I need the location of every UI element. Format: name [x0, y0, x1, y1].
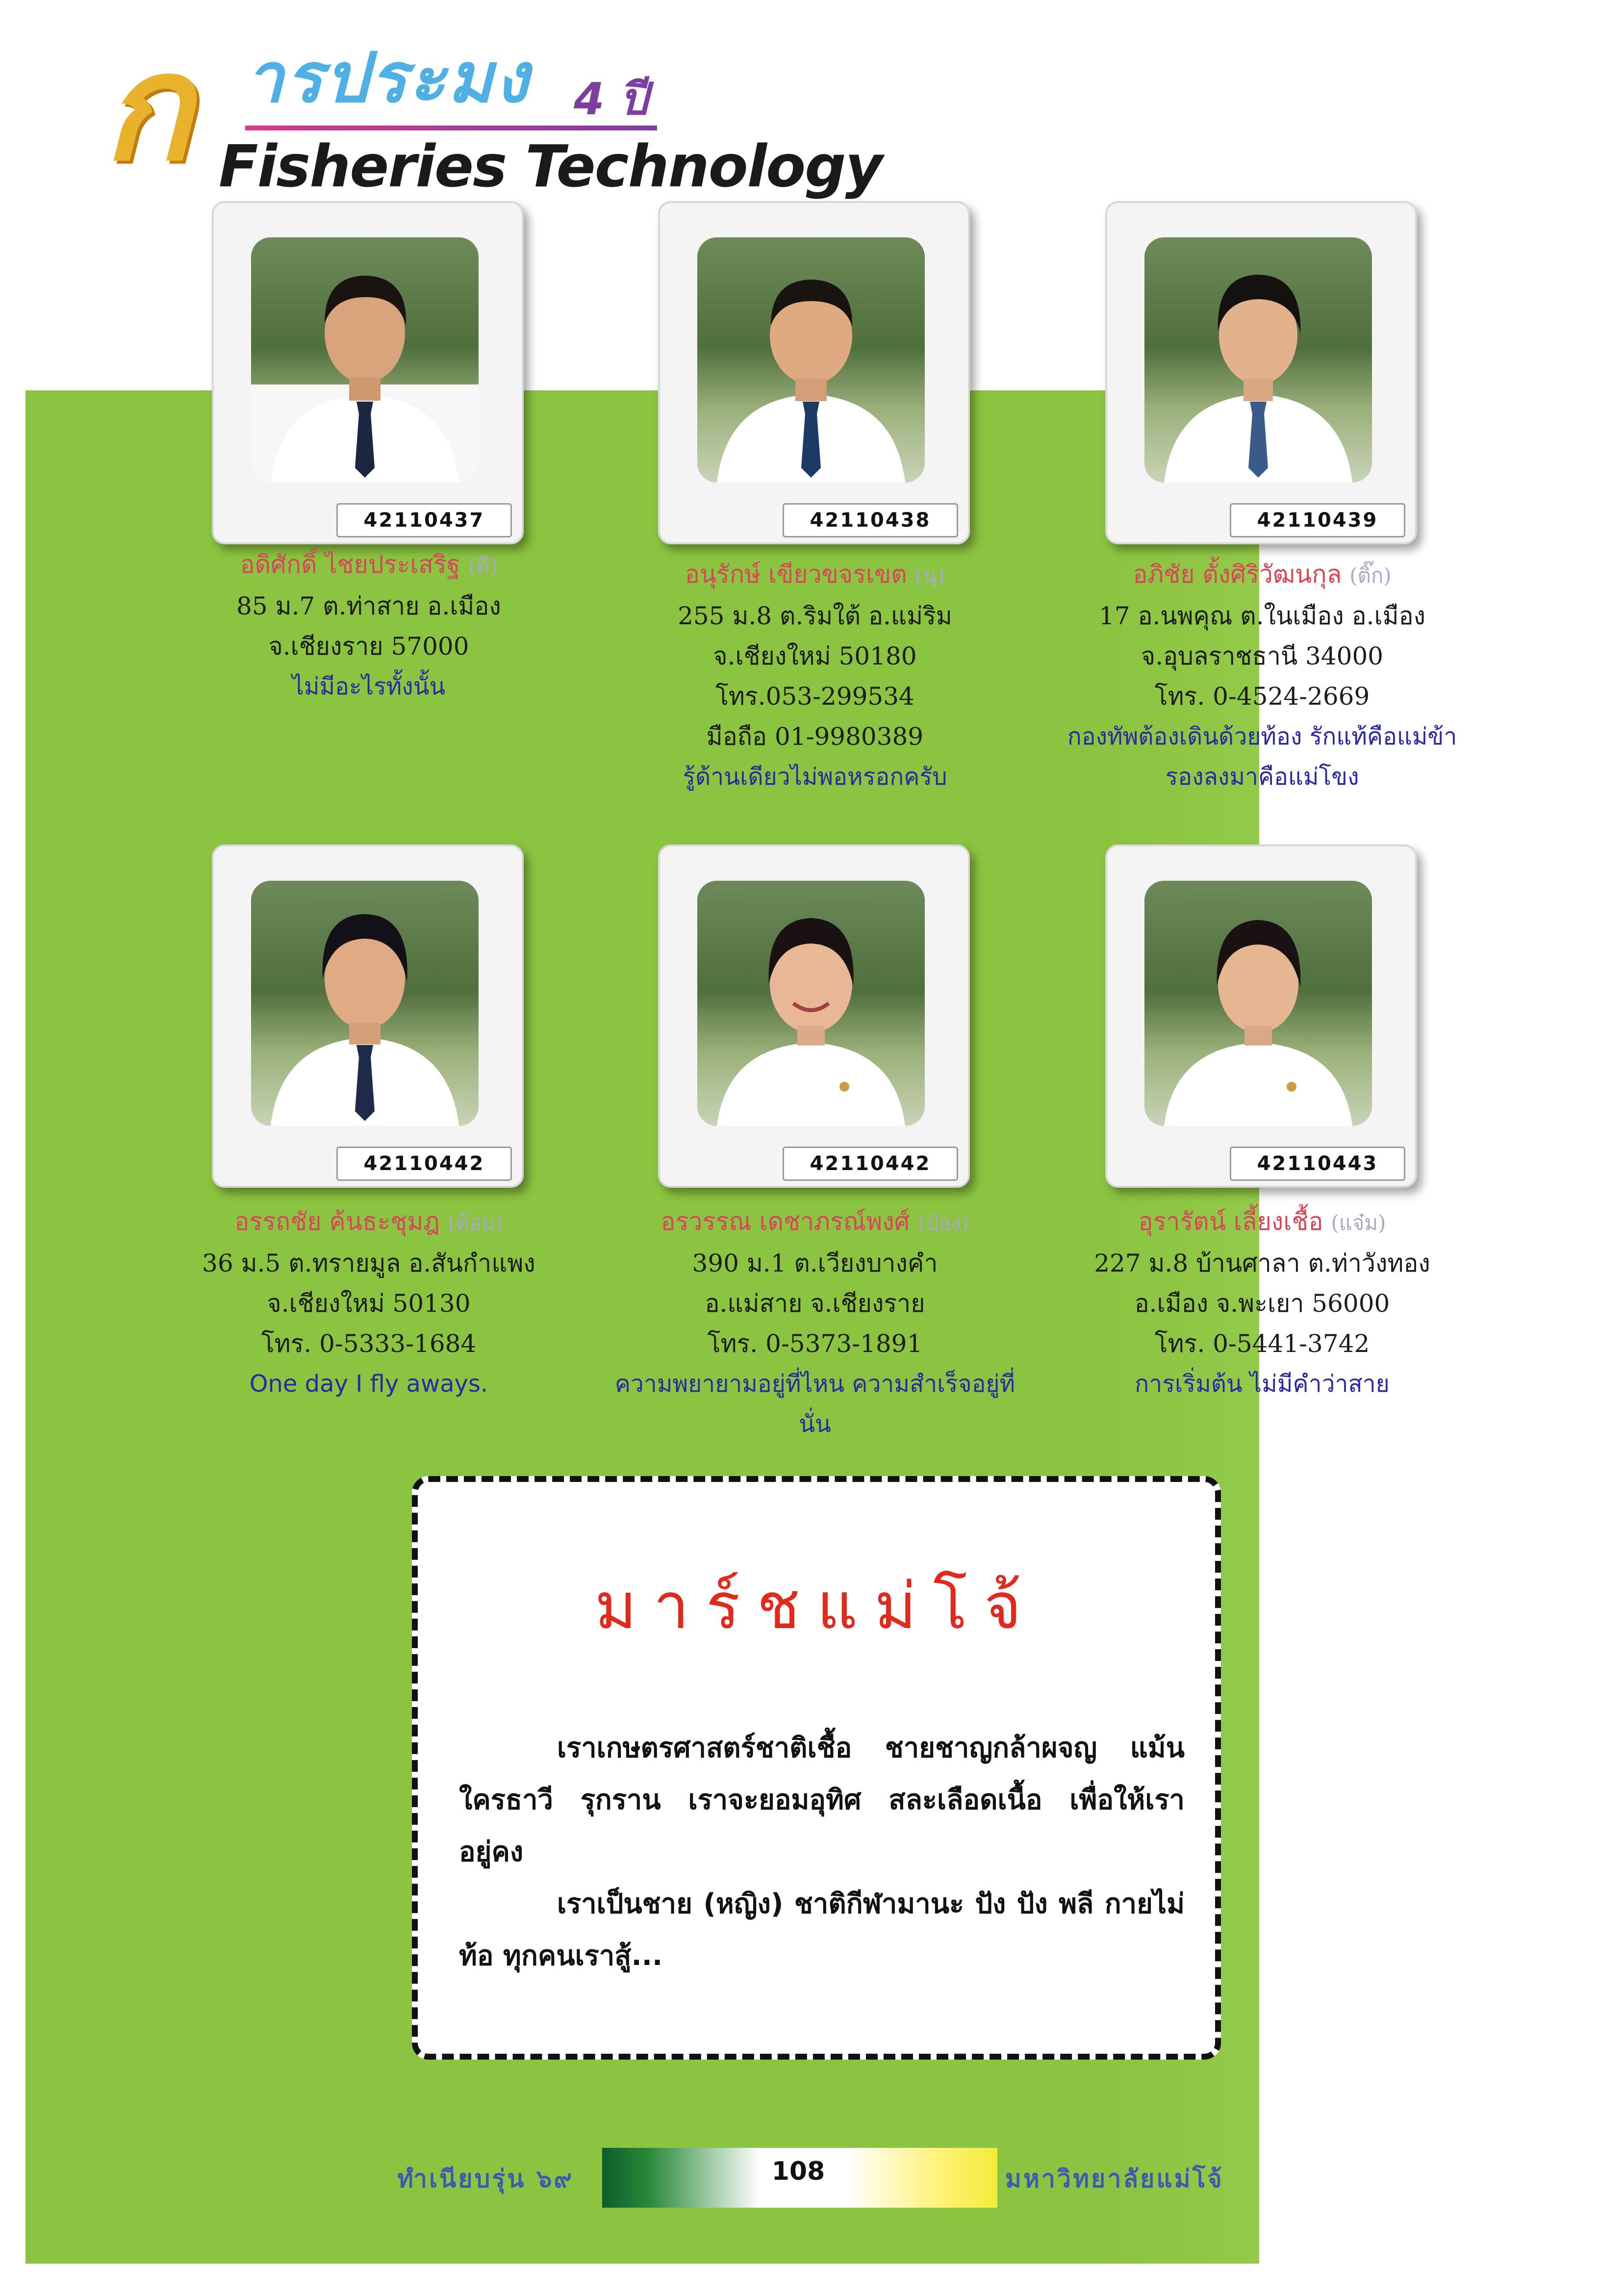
- student-info: [1051, 1201, 1473, 1404]
- student-info: [604, 554, 1026, 797]
- student-photo-card: [658, 201, 970, 544]
- student-name: อดิศักดิ์ ไชยประเสริฐ: [240, 550, 460, 579]
- student-address-line: 227 ม.8 บ้านศาลา ต.ท่าวังทอง: [1094, 1249, 1430, 1277]
- student-motto-line-2: รองลงมาคือแม่โขง: [1165, 763, 1359, 790]
- student-photo-card: [212, 844, 524, 1188]
- student-address-line: จ.อุบลราชธานี 34000: [1141, 642, 1384, 670]
- student-address-line: 390 ม.1 ต.เวียงบางคำ: [692, 1249, 938, 1277]
- logo-years: 4 ปี: [574, 74, 648, 125]
- student-address-line: จ.เชียงใหม่ 50180: [713, 642, 917, 670]
- student-address-line: อ.แม่สาย จ.เชียงราย: [705, 1289, 925, 1318]
- student-info: [1051, 554, 1473, 797]
- student-address-line: 255 ม.8 ต.ริมใต้ อ.แม่ริม: [678, 602, 952, 630]
- student-photo-icon: [1144, 881, 1372, 1126]
- photo-frame: [251, 237, 479, 483]
- footer-left-text: ทำเนียบรุ่น ๖๙: [397, 2164, 574, 2193]
- student-nickname: (ดี): [468, 554, 498, 578]
- student-photo-card: [1105, 201, 1417, 544]
- logo-letter: ก: [103, 22, 192, 193]
- student-nickname: (นุ): [914, 563, 945, 587]
- student-photo-icon: [697, 237, 925, 483]
- student-info: [604, 1201, 1026, 1444]
- student-phone: โทร. 0-5333-1684: [261, 1329, 477, 1358]
- march-lyrics-box: [412, 1476, 1221, 2060]
- student-phone: โทร.053-299534: [715, 682, 914, 711]
- student-motto: ความพยายามอยู่ที่ไหน ความสำเร็จอยู่ที่นั่น: [614, 1370, 1015, 1438]
- logo-thai-title: ารประมง: [245, 38, 531, 118]
- student-nickname: (แจ๋ม): [1331, 1211, 1386, 1235]
- photo-frame: [1144, 881, 1372, 1126]
- header-logo: [103, 22, 882, 200]
- march-paragraph-1: เราเกษตรศาสตร์ชาติเชื้อ ชายชาญกล้าผจญ แม้น ใครธาวี รุกราน เราจะยอมอุทิศ สละเลือดเนื้อ เพื่อให้เรา อยู่คง: [459, 1732, 1185, 1868]
- student-motto: การเริ่มต้น ไม่มีคำว่าสาย: [1135, 1370, 1390, 1398]
- photo-frame: [251, 881, 479, 1126]
- student-address-line: จ.เชียงราย 57000: [268, 632, 469, 661]
- student-motto: ไม่มีอะไรทั้งนั้น: [292, 673, 446, 700]
- student-address-line: จ.เชียงใหม่ 50130: [267, 1289, 471, 1318]
- student-photo-icon: [251, 237, 479, 483]
- photo-frame: [697, 881, 925, 1126]
- march-title: มาร์ชแม่โจ้: [594, 1569, 1039, 1643]
- march-paragraph-2: เราเป็นชาย (หญิง) ชาติกีฬามานะ ปัง ปัง พลี กายไม่ท้อ ทุกคนเราสู้...: [459, 1888, 1185, 1972]
- student-address-line: อ.เมือง จ.พะเยา 56000: [1134, 1289, 1390, 1318]
- student-photo-icon: [251, 881, 479, 1126]
- student-nickname: (ติ๊ก): [1349, 563, 1392, 587]
- logo-english-title: Fisheries Technology: [219, 132, 882, 200]
- student-motto: กองทัพต้องเดินด้วยท้อง รักแท้คือแม่ข้า: [1067, 723, 1457, 750]
- student-nickname: (ป๋อง): [917, 1211, 969, 1235]
- page-number: 108: [771, 2157, 825, 2186]
- student-name: อุรารัตน์ เลี้ยงเชื้อ: [1138, 1207, 1323, 1236]
- student-motto: One day I fly aways.: [249, 1370, 488, 1398]
- footer-right-text: มหาวิทยาลัยแม่โจ้: [1005, 2164, 1224, 2193]
- photo-frame: [697, 237, 925, 483]
- student-name: อรวรรณ เดชาภรณ์พงศ์: [660, 1207, 910, 1236]
- student-info: [158, 544, 580, 707]
- student-name: อภิชัย ตั้งศิริวัฒนกุล: [1133, 560, 1342, 588]
- logo-underline: [245, 126, 657, 130]
- student-photo-icon: [1144, 237, 1372, 483]
- student-phone: โทร. 0-4524-2669: [1154, 682, 1370, 711]
- student-name: อรรถชัย ค้นธะชุมฎ: [234, 1207, 440, 1236]
- student-phone: โทร. 0-5373-1891: [707, 1329, 923, 1358]
- march-lyrics: [459, 1722, 1185, 1982]
- student-id: 42110439: [1230, 503, 1405, 537]
- student-phone: โทร. 0-5441-3742: [1154, 1329, 1370, 1358]
- student-address-line: 17 อ.นพคุณ ต.ในเมือง อ.เมือง: [1098, 602, 1426, 630]
- student-photo-icon: [697, 881, 925, 1126]
- student-photo-card: [1105, 844, 1417, 1188]
- student-nickname: (ต้อม): [447, 1211, 503, 1235]
- student-photo-card: [658, 844, 970, 1188]
- student-name: อนุรักษ์ เขียวขจรเขต: [685, 560, 907, 588]
- student-id: 42110443: [1230, 1147, 1405, 1181]
- student-id: 42110442: [783, 1147, 958, 1181]
- student-id: 42110437: [336, 503, 512, 537]
- student-address-line: 85 ม.7 ต.ท่าสาย อ.เมือง: [236, 592, 501, 620]
- student-id: 42110442: [336, 1147, 512, 1181]
- photo-frame: [1144, 237, 1372, 483]
- student-info: [158, 1201, 580, 1404]
- student-address-line: 36 ม.5 ต.ทรายมูล อ.สันกำแพง: [202, 1249, 535, 1277]
- student-photo-card: [212, 201, 524, 544]
- student-id: 42110438: [783, 503, 958, 537]
- student-motto: รู้ด้านเดียวไม่พอหรอกครับ: [683, 763, 947, 790]
- student-mobile: มือถือ 01-9980389: [706, 722, 924, 751]
